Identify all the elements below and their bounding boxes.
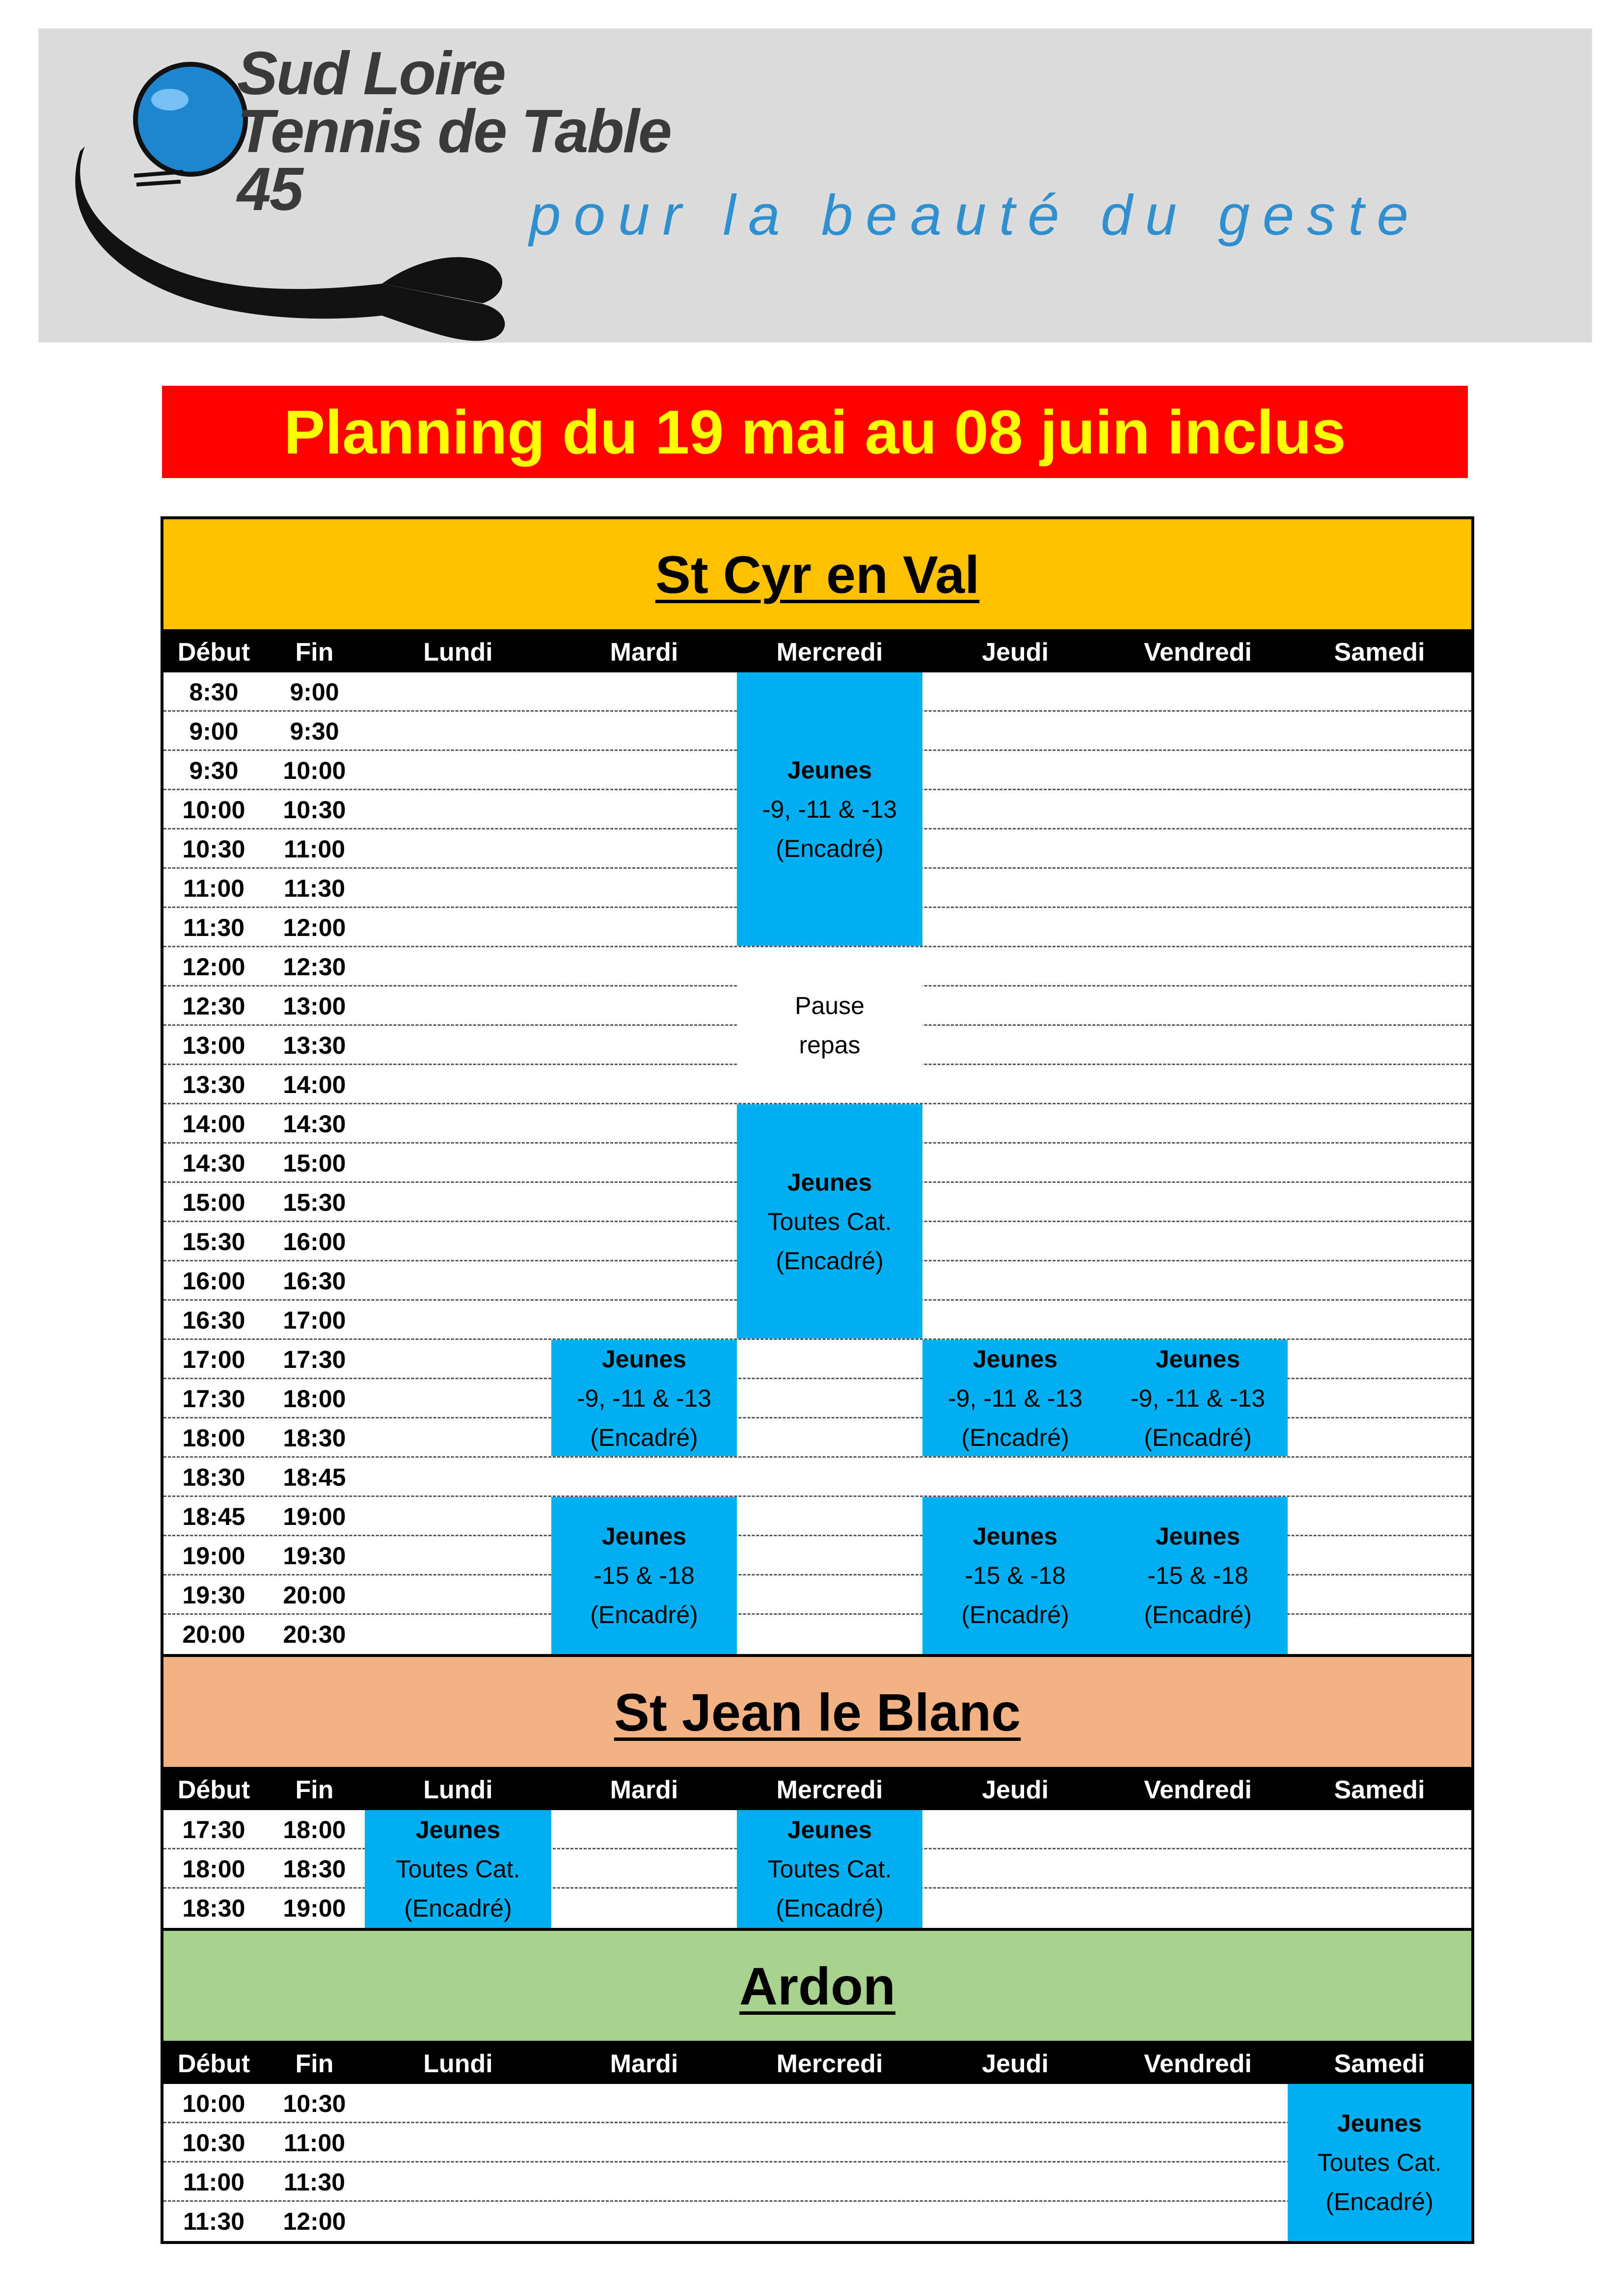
start-time: 19:00 bbox=[182, 1542, 245, 1570]
session-text: Toutes Cat. bbox=[1317, 2149, 1442, 2176]
session-text: Jeunes bbox=[415, 1816, 501, 1843]
column-header: Mardi bbox=[610, 1776, 678, 1804]
club-name-line1: Sud Loire bbox=[237, 40, 505, 107]
column-header: Jeudi bbox=[982, 2050, 1049, 2078]
section-title: St Jean le Blanc bbox=[614, 1682, 1021, 1742]
time-grid bbox=[163, 1810, 1471, 1931]
session-block bbox=[1108, 1340, 1288, 1456]
time-grid bbox=[163, 672, 1471, 1657]
time-grid bbox=[163, 2084, 1471, 2241]
column-header: Lundi bbox=[423, 638, 493, 667]
session-block bbox=[365, 1810, 551, 1928]
session-text: Toutes Cat. bbox=[767, 1855, 892, 1883]
start-time: 9:00 bbox=[189, 718, 239, 745]
session-block bbox=[737, 1104, 922, 1338]
column-header: Samedi bbox=[1334, 1776, 1425, 1804]
end-time: 13:30 bbox=[283, 1032, 346, 1059]
column-header: Mercredi bbox=[776, 1776, 883, 1804]
schedule-table bbox=[161, 516, 1474, 2244]
start-time: 17:30 bbox=[182, 1816, 245, 1843]
start-time: 10:00 bbox=[182, 796, 245, 824]
column-header: Début bbox=[177, 1776, 250, 1804]
column-header: Vendredi bbox=[1144, 638, 1252, 667]
session-text: Pause bbox=[795, 991, 865, 1019]
table-row bbox=[163, 2202, 1471, 2241]
end-time: 20:30 bbox=[283, 1621, 346, 1648]
end-time: 18:45 bbox=[283, 1464, 346, 1491]
start-time: 18:00 bbox=[182, 1855, 245, 1883]
end-time: 17:30 bbox=[283, 1346, 346, 1373]
column-header: Lundi bbox=[423, 1776, 493, 1804]
section-title: St Cyr en Val bbox=[655, 544, 980, 604]
session-text: Jeunes bbox=[787, 1168, 872, 1196]
planning-title: Planning du 19 mai au 08 juin inclus bbox=[284, 397, 1346, 467]
session-text: -15 & -18 bbox=[594, 1562, 695, 1589]
start-time: 10:00 bbox=[182, 2090, 245, 2117]
start-time: 18:45 bbox=[182, 1503, 245, 1530]
session-text: -15 & -18 bbox=[1147, 1562, 1248, 1589]
session-text: Jeunes bbox=[1155, 1345, 1241, 1373]
end-time: 20:00 bbox=[283, 1581, 346, 1609]
end-time: 9:30 bbox=[290, 718, 339, 745]
end-time: 18:00 bbox=[283, 1385, 346, 1413]
start-time: 18:00 bbox=[182, 1424, 245, 1452]
session-text: -15 & -18 bbox=[965, 1562, 1066, 1589]
end-time: 13:00 bbox=[283, 992, 346, 1020]
column-header: Lundi bbox=[423, 2050, 493, 2078]
section-header-st-cyr-en-val bbox=[163, 519, 1471, 632]
session-block bbox=[1288, 2084, 1471, 2241]
session-block bbox=[551, 1497, 737, 1654]
session-block bbox=[737, 672, 922, 946]
session-text: (Encadré) bbox=[961, 1423, 1069, 1451]
session-block bbox=[737, 1810, 922, 1928]
start-time: 14:30 bbox=[182, 1149, 245, 1177]
column-header: Mardi bbox=[610, 638, 678, 667]
column-header: Mardi bbox=[610, 2050, 678, 2078]
start-time: 18:30 bbox=[182, 1895, 245, 1922]
start-time: 20:00 bbox=[182, 1621, 245, 1648]
table-row bbox=[163, 2163, 1471, 2202]
start-time: 15:30 bbox=[182, 1228, 245, 1255]
session-text: (Encadré) bbox=[776, 1895, 884, 1922]
section-header-st-jean-le-blanc bbox=[163, 1657, 1471, 1770]
session-text: Jeunes bbox=[973, 1345, 1058, 1373]
planning-title-bar bbox=[162, 386, 1468, 478]
start-time: 8:30 bbox=[189, 678, 239, 706]
session-block bbox=[551, 1340, 737, 1456]
column-header: Jeudi bbox=[982, 638, 1049, 667]
end-time: 12:00 bbox=[283, 2208, 346, 2235]
session-block bbox=[737, 947, 922, 1103]
start-time: 15:00 bbox=[182, 1189, 245, 1216]
end-time: 19:30 bbox=[283, 1542, 346, 1570]
club-tagline: pour la beauté du geste bbox=[529, 183, 1421, 247]
end-time: 19:00 bbox=[283, 1503, 346, 1530]
start-time: 11:30 bbox=[183, 2208, 245, 2235]
club-name-line3: 45 bbox=[237, 156, 302, 223]
start-time: 17:30 bbox=[182, 1385, 245, 1413]
start-time: 19:30 bbox=[182, 1581, 245, 1609]
end-time: 17:00 bbox=[283, 1307, 346, 1334]
column-header: Mercredi bbox=[776, 638, 883, 667]
session-text: -9, -11 & -13 bbox=[576, 1384, 712, 1412]
club-banner bbox=[38, 28, 1592, 343]
session-text: (Encadré) bbox=[1325, 2188, 1434, 2216]
end-time: 11:00 bbox=[283, 2129, 346, 2157]
column-header-row bbox=[163, 632, 1471, 672]
column-header-row bbox=[163, 1770, 1471, 1810]
end-time: 18:00 bbox=[283, 1816, 346, 1843]
session-block bbox=[1108, 1497, 1288, 1654]
session-text: (Encadré) bbox=[590, 1423, 698, 1451]
start-time: 17:00 bbox=[182, 1346, 245, 1373]
column-header: Fin bbox=[295, 1776, 334, 1804]
column-header: Fin bbox=[295, 2050, 334, 2078]
session-text: -9, -11 & -13 bbox=[947, 1384, 1083, 1412]
end-time: 15:30 bbox=[283, 1189, 346, 1216]
table-row bbox=[163, 2123, 1471, 2163]
session-text: Jeunes bbox=[1337, 2109, 1422, 2137]
session-text: Jeunes bbox=[973, 1522, 1058, 1550]
start-time: 9:30 bbox=[189, 757, 239, 784]
column-header: Samedi bbox=[1334, 2050, 1425, 2078]
column-header-row bbox=[163, 2044, 1471, 2084]
start-time: 11:30 bbox=[183, 914, 245, 941]
column-header: Jeudi bbox=[982, 1776, 1049, 1804]
column-header: Fin bbox=[295, 638, 334, 667]
session-text: (Encadré) bbox=[404, 1895, 512, 1922]
end-time: 16:30 bbox=[283, 1267, 346, 1295]
column-header: Début bbox=[177, 2050, 250, 2078]
table-row bbox=[163, 2084, 1471, 2123]
session-block bbox=[922, 1340, 1108, 1456]
start-time: 16:30 bbox=[182, 1307, 245, 1334]
session-text: (Encadré) bbox=[1144, 1601, 1252, 1629]
end-time: 18:30 bbox=[283, 1424, 346, 1452]
column-header: Samedi bbox=[1334, 638, 1425, 667]
column-header: Vendredi bbox=[1144, 1776, 1252, 1804]
start-time: 18:30 bbox=[182, 1464, 245, 1491]
end-time: 11:30 bbox=[283, 875, 346, 902]
session-text: Toutes Cat. bbox=[767, 1207, 892, 1235]
column-header: Vendredi bbox=[1144, 2050, 1252, 2078]
session-text: (Encadré) bbox=[590, 1601, 698, 1629]
column-header: Mercredi bbox=[776, 2050, 883, 2078]
session-text: Jeunes bbox=[787, 1816, 872, 1843]
session-text: (Encadré) bbox=[776, 834, 884, 862]
session-text: Jeunes bbox=[601, 1345, 687, 1373]
session-text: (Encadré) bbox=[961, 1601, 1069, 1629]
session-text: -9, -11 & -13 bbox=[1130, 1384, 1266, 1412]
end-time: 10:30 bbox=[283, 796, 346, 824]
start-time: 14:00 bbox=[182, 1110, 245, 1138]
session-text: Jeunes bbox=[1155, 1522, 1241, 1550]
start-time: 12:00 bbox=[182, 953, 245, 981]
start-time: 13:30 bbox=[182, 1071, 245, 1098]
session-text: Jeunes bbox=[601, 1522, 687, 1550]
club-name-line2: Tennis de Table bbox=[237, 98, 671, 165]
end-time: 9:00 bbox=[290, 678, 339, 706]
end-time: 18:30 bbox=[283, 1855, 346, 1883]
section-header-ardon bbox=[163, 1931, 1471, 2044]
end-time: 19:00 bbox=[283, 1895, 346, 1922]
session-text: (Encadré) bbox=[1144, 1423, 1252, 1451]
end-time: 10:00 bbox=[283, 757, 346, 784]
session-text: Toutes Cat. bbox=[396, 1855, 520, 1883]
session-text: -9, -11 & -13 bbox=[762, 795, 897, 823]
start-time: 11:00 bbox=[183, 2168, 245, 2196]
start-time: 10:30 bbox=[182, 835, 245, 863]
gap-row bbox=[365, 1458, 1471, 1495]
column-header: Début bbox=[177, 638, 250, 667]
end-time: 16:00 bbox=[283, 1228, 346, 1255]
end-time: 12:00 bbox=[283, 914, 346, 941]
end-time: 11:00 bbox=[283, 835, 346, 863]
end-time: 14:30 bbox=[283, 1110, 346, 1138]
session-text: (Encadré) bbox=[776, 1247, 884, 1275]
end-time: 15:00 bbox=[283, 1149, 346, 1177]
start-time: 11:00 bbox=[183, 875, 245, 902]
end-time: 11:30 bbox=[283, 2168, 346, 2196]
session-text: repas bbox=[799, 1031, 861, 1059]
end-time: 10:30 bbox=[283, 2090, 346, 2117]
session-text: Jeunes bbox=[787, 756, 872, 784]
start-time: 16:00 bbox=[182, 1267, 245, 1295]
end-time: 14:00 bbox=[283, 1071, 346, 1098]
section-title: Ardon bbox=[739, 1956, 895, 2016]
start-time: 12:30 bbox=[182, 992, 245, 1020]
start-time: 10:30 bbox=[182, 2129, 245, 2157]
start-time: 13:00 bbox=[182, 1032, 245, 1059]
session-block bbox=[922, 1497, 1108, 1654]
end-time: 12:30 bbox=[283, 953, 346, 981]
